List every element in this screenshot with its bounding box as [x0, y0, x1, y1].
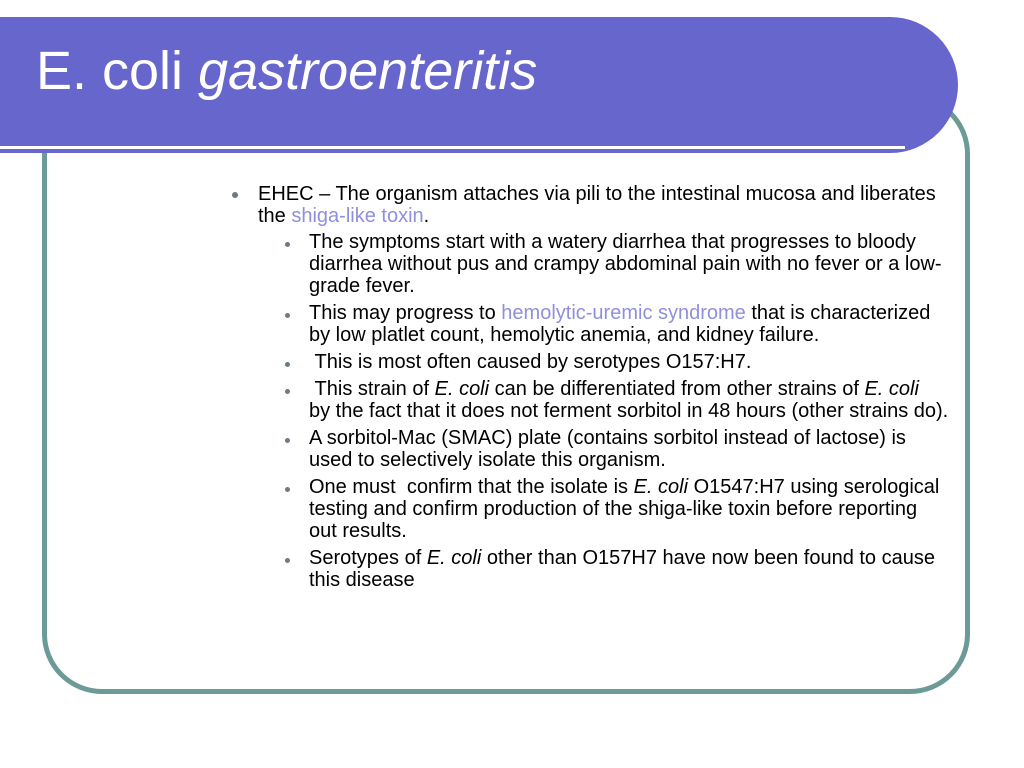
bullet-dot — [232, 192, 238, 198]
sub-bullet-dot — [285, 487, 290, 492]
title-underline — [0, 146, 905, 149]
sub-bullet-other-serotypes — [230, 547, 950, 591]
sub-bullet-dot — [285, 242, 290, 247]
sub-bullet-text-end: other than O157H7 have now been found to cause this disease — [309, 547, 935, 591]
bullet-text: EHEC – The organism attaches via pili to the intestinal mucosa and liberates the — [258, 183, 936, 227]
sub-bullet-text: This is most often caused by serotypes O157:H7. — [309, 351, 752, 373]
sub-bullet-hus — [230, 302, 950, 346]
title-italic: gastroenteritis — [198, 41, 538, 101]
sub-bullet-dot — [285, 558, 290, 563]
sub-bullet-list — [230, 231, 950, 591]
hemolytic-uremic-syndrome-link[interactable]: hemolytic-uremic syndrome — [501, 302, 746, 324]
italic-ecoli: E. coli — [633, 476, 689, 498]
slide-content — [230, 183, 950, 596]
sub-bullet-dot — [285, 362, 290, 367]
italic-ecoli: E. coli — [426, 547, 482, 569]
sub-bullet-dot — [285, 389, 290, 394]
sub-bullet-confirm — [230, 476, 950, 542]
sub-bullet-text: One must confirm that the isolate is — [309, 476, 634, 498]
shiga-like-toxin-link[interactable]: shiga-like toxin — [291, 205, 424, 227]
sub-bullet-dot — [285, 438, 290, 443]
sub-bullet-text: The symptoms start with a watery diarrhea that progresses to bloody diarrhea without pus and crampy abdominal pain with no fever or a low-grade fever. — [309, 231, 942, 297]
sub-bullet-text-end: that is characterized by low platlet count, hemolytic anemia, and kidney failure. — [309, 302, 931, 346]
italic-ecoli: E. coli — [434, 378, 490, 400]
bullet-text-end: . — [423, 205, 430, 227]
sub-bullet-serotypes — [230, 351, 950, 373]
bullet-ehec — [230, 183, 950, 227]
sub-bullet-text-mid: can be differentiated from other strains of — [489, 378, 865, 400]
sub-bullet-text: Serotypes of — [309, 547, 427, 569]
sub-bullet-smac — [230, 427, 950, 471]
sub-bullet-sorbitol — [230, 378, 950, 422]
sub-bullet-text-end: by the fact that it does not ferment sorbitol in 48 hours (other strains do). — [309, 378, 949, 422]
slide-title — [36, 41, 538, 101]
italic-ecoli: E. coli — [864, 378, 919, 400]
sub-bullet-dot — [285, 313, 290, 318]
sub-bullet-text: This may progress to — [309, 302, 502, 324]
title-plain: E. coli — [36, 41, 199, 101]
sub-bullet-text-end: O1547:H7 using serological testing and confirm production of the shiga-like toxin before reporting out results. — [309, 476, 940, 542]
sub-bullet-text: A sorbitol-Mac (SMAC) plate (contains sorbitol instead of lactose) is used to selectively isolate this organism. — [309, 427, 906, 471]
sub-bullet-text: This strain of — [309, 378, 435, 400]
sub-bullet-symptoms — [230, 231, 950, 297]
